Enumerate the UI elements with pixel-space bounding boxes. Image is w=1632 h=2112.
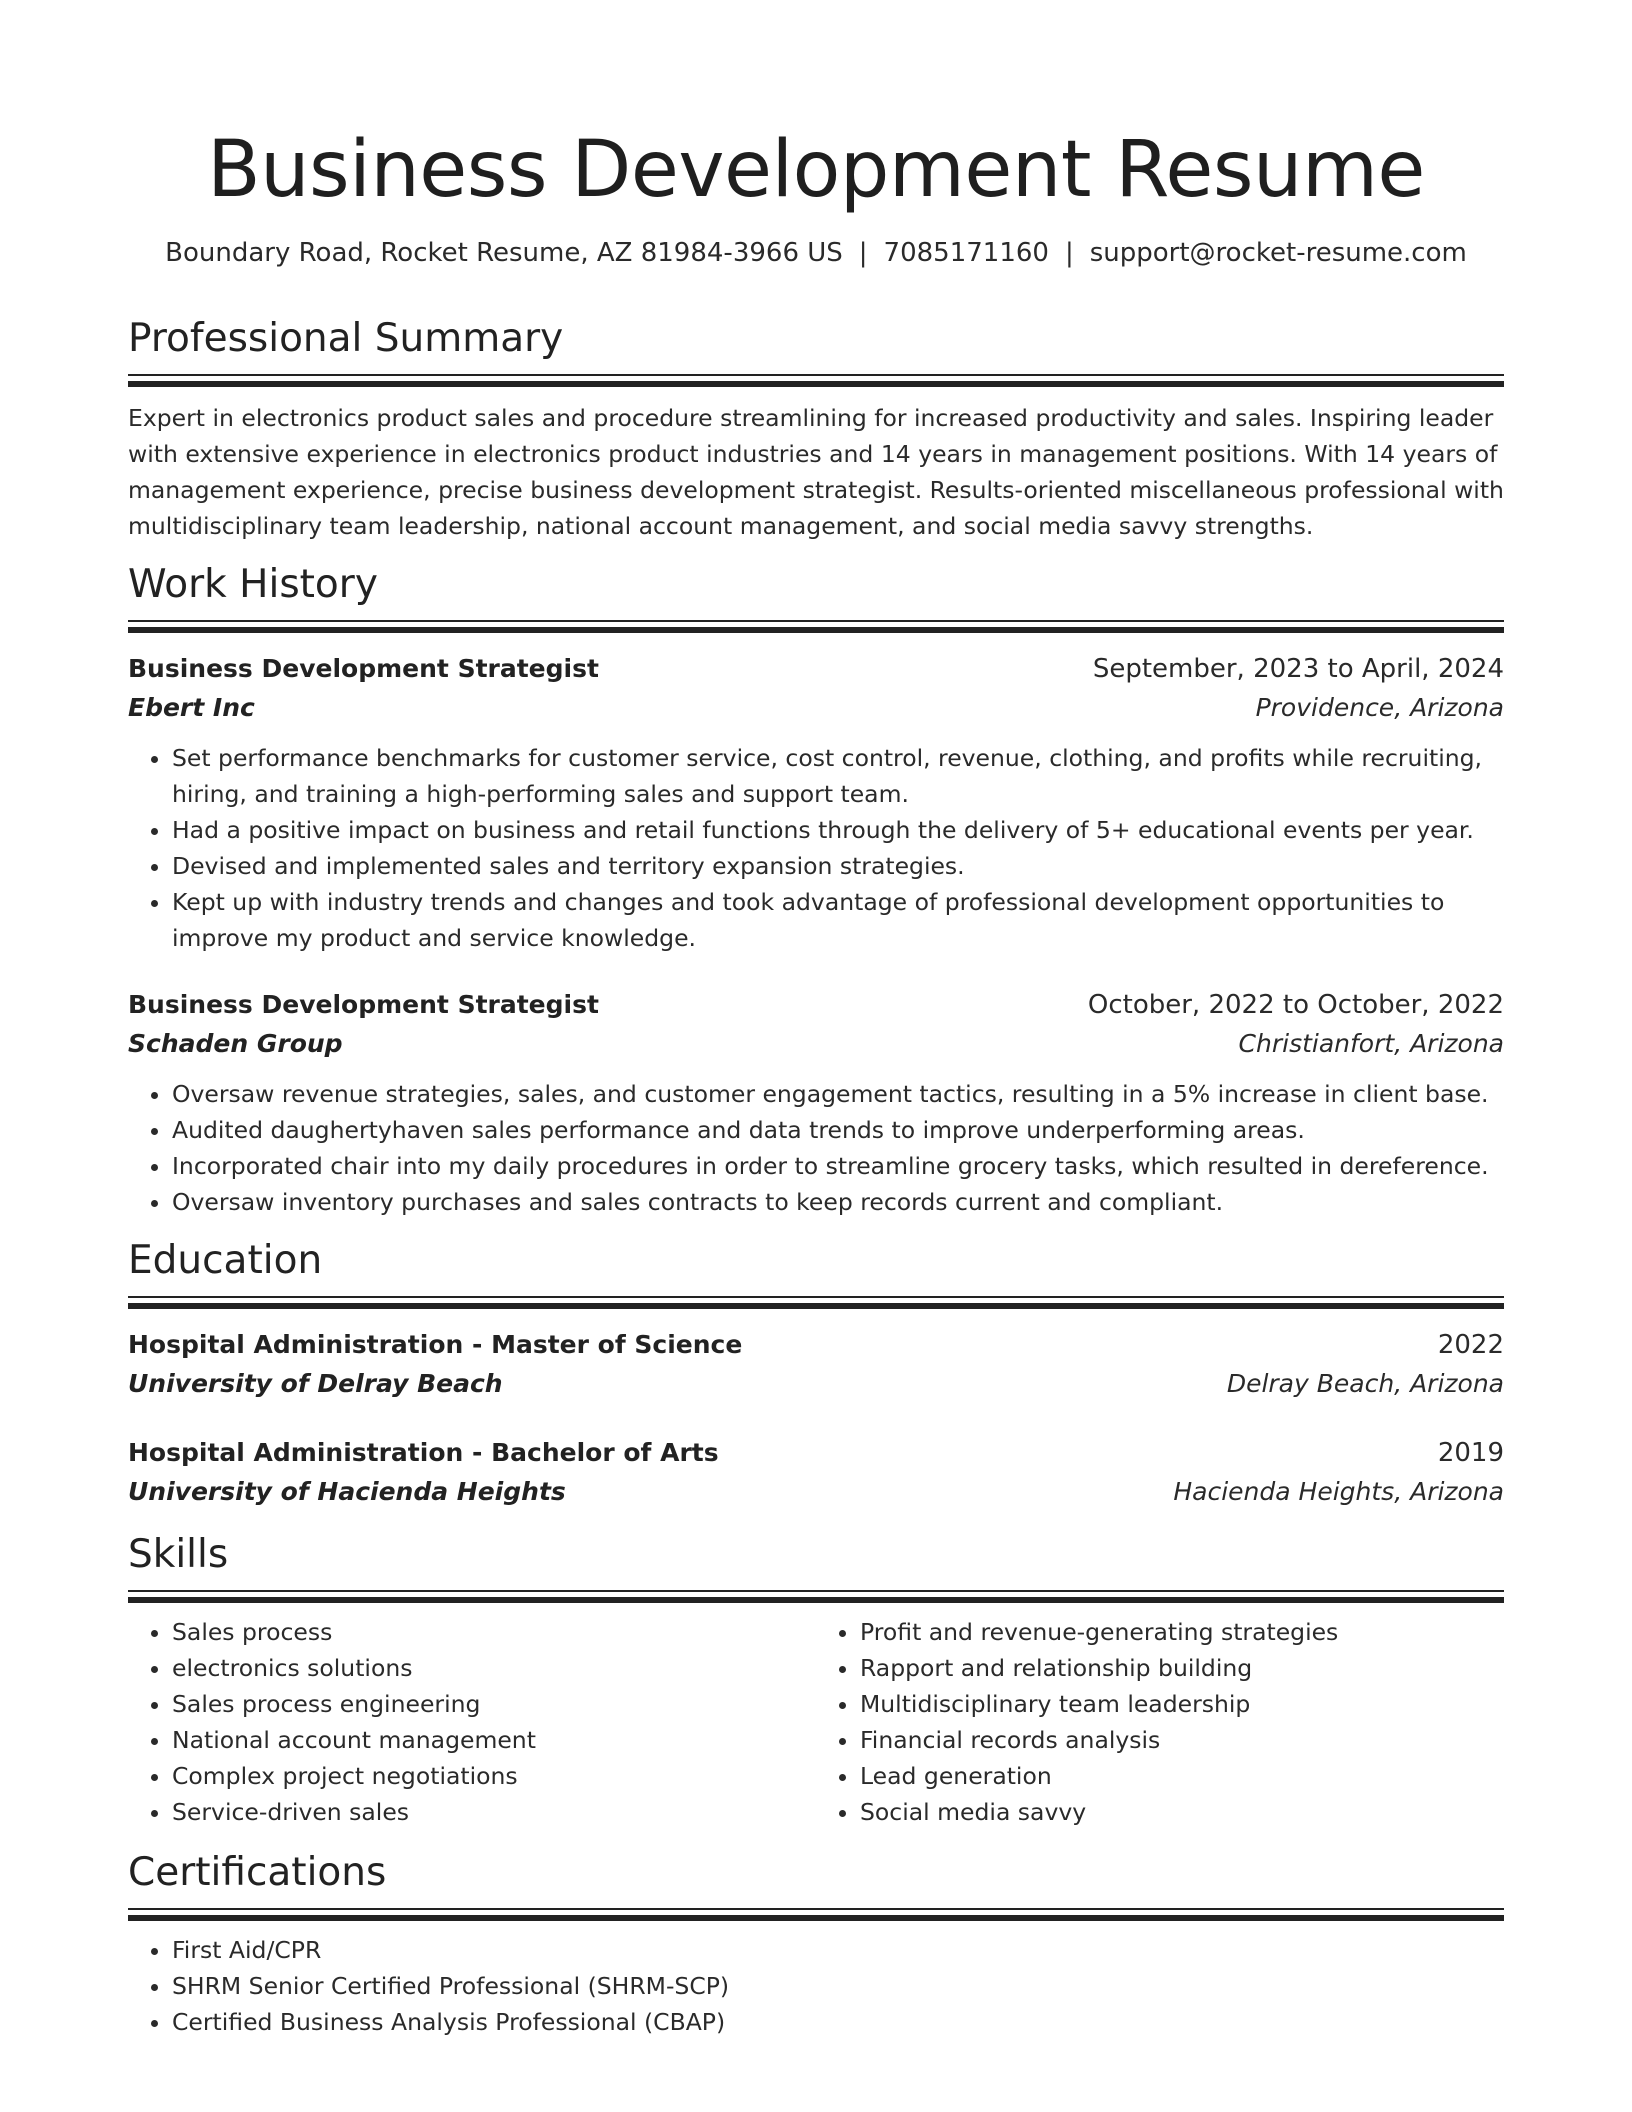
skill-item: • Sales process engineering: [172, 1686, 816, 1722]
degree-year: 2022: [1437, 1330, 1504, 1360]
job-entry: [128, 986, 1504, 1220]
skills-columns: [128, 1614, 1504, 1830]
job-title: Business Development Strategist: [128, 654, 599, 683]
skill-item: • electronics solutions: [172, 1650, 816, 1686]
job-dates: October, 2022 to October, 2022: [1087, 990, 1504, 1020]
summary-section: [128, 314, 1504, 544]
skill-item: • Multidisciplinary team leadership: [860, 1686, 1504, 1722]
certification-item: • First Aid/CPR: [172, 1932, 1504, 1968]
bullet-item: • Incorporated chair into my daily procedures in order to streamline grocery tasks, which resulted in dereference.: [172, 1148, 1504, 1184]
section-heading: Skills: [128, 1532, 229, 1577]
certification-item: • Certified Business Analysis Professional (CBAP): [172, 2004, 1504, 2040]
job-entry: [128, 650, 1504, 956]
section-heading: Work History: [128, 562, 378, 607]
contact-email[interactable]: support@rocket-resume.com: [1089, 238, 1467, 268]
certification-list: [128, 1932, 1504, 2040]
education-entry: [128, 1326, 1504, 1404]
skill-item: • Financial records analysis: [860, 1722, 1504, 1758]
school-location: Delray Beach, Arizona: [1226, 1369, 1504, 1398]
section-heading: Certifications: [128, 1850, 387, 1895]
contact-separator: |: [858, 238, 868, 268]
skill-item: • Rapport and relationship building: [860, 1650, 1504, 1686]
section-divider: [128, 620, 1504, 632]
school-location: Hacienda Heights, Arizona: [1173, 1477, 1504, 1506]
degree-year: 2019: [1437, 1438, 1504, 1468]
certification-item: • SHRM Senior Certified Professional (SHRM-SCP): [172, 1968, 1504, 2004]
bullet-item: • Set performance benchmarks for customer service, cost control, revenue, clothing, and profits while recruiting, hiring, and training a high-performing sales and support team.: [172, 740, 1504, 812]
contact-address: Boundary Road, Rocket Resume, AZ 81984-3966 US: [165, 238, 843, 268]
school-name: University of Delray Beach: [128, 1369, 503, 1398]
section-divider: [128, 1296, 1504, 1308]
section-divider: [128, 374, 1504, 386]
section-heading: Education: [128, 1238, 323, 1283]
summary-text: Expert in electronics product sales and procedure streamlining for increased productivity and sales. Inspiring leader with extensive experience in electronics product industries and 14 years in management positions. With 14 years of management experience, precise business development strategist. Results-oriented miscellaneous professional with multidisciplinary team leadership, national account management, and social media savvy strengths.: [128, 404, 1504, 540]
job-bullets: [128, 1076, 1504, 1220]
job-bullets: [128, 740, 1504, 956]
contact-phone: 7085171160: [883, 238, 1049, 268]
work-history-section: [128, 560, 1504, 1220]
degree-title: Hospital Administration - Master of Science: [128, 1330, 743, 1359]
degree-title: Hospital Administration - Bachelor of Arts: [128, 1438, 719, 1467]
skill-item: • Complex project negotiations: [172, 1758, 816, 1794]
resume-title: Business Development Resume: [207, 125, 1425, 215]
job-location: Providence, Arizona: [1255, 693, 1504, 722]
job-company: Ebert Inc: [128, 693, 255, 722]
section-heading: Professional Summary: [128, 316, 564, 361]
job-title: Business Development Strategist: [128, 990, 599, 1019]
skills-section: [128, 1530, 1504, 1830]
contact-separator: |: [1064, 238, 1074, 268]
skill-item: • Sales process: [172, 1614, 816, 1650]
skill-item: • Social media savvy: [860, 1794, 1504, 1830]
bullet-item: • Kept up with industry trends and changes and took advantage of professional development opportunities to improve my product and service knowledge.: [172, 884, 1504, 956]
certifications-section: [128, 1848, 1504, 2040]
skills-right-column: [816, 1614, 1504, 1830]
resume-page: [128, 0, 1504, 2040]
bullet-item: • Oversaw inventory purchases and sales contracts to keep records current and compliant.: [172, 1184, 1504, 1220]
job-dates: September, 2023 to April, 2024: [1092, 654, 1504, 684]
education-section: [128, 1236, 1504, 1512]
skill-item: • Lead generation: [860, 1758, 1504, 1794]
skill-item: • Service-driven sales: [172, 1794, 816, 1830]
contact-line: [128, 236, 1504, 270]
job-location: Christianfort, Arizona: [1238, 1029, 1504, 1058]
bullet-item: • Oversaw revenue strategies, sales, and customer engagement tactics, resulting in a 5% increase in client base.: [172, 1076, 1504, 1112]
bullet-item: • Audited daughertyhaven sales performance and data trends to improve underperforming areas.: [172, 1112, 1504, 1148]
bullet-item: • Devised and implemented sales and territory expansion strategies.: [172, 848, 1504, 884]
education-entry: [128, 1434, 1504, 1512]
skills-left-column: [128, 1614, 816, 1830]
skill-item: • National account management: [172, 1722, 816, 1758]
section-divider: [128, 1590, 1504, 1602]
section-divider: [128, 1908, 1504, 1920]
bullet-item: • Had a positive impact on business and retail functions through the delivery of 5+ educational events per year.: [172, 812, 1504, 848]
job-company: Schaden Group: [128, 1029, 343, 1058]
skill-item: • Profit and revenue-generating strategies: [860, 1614, 1504, 1650]
school-name: University of Hacienda Heights: [128, 1477, 566, 1506]
